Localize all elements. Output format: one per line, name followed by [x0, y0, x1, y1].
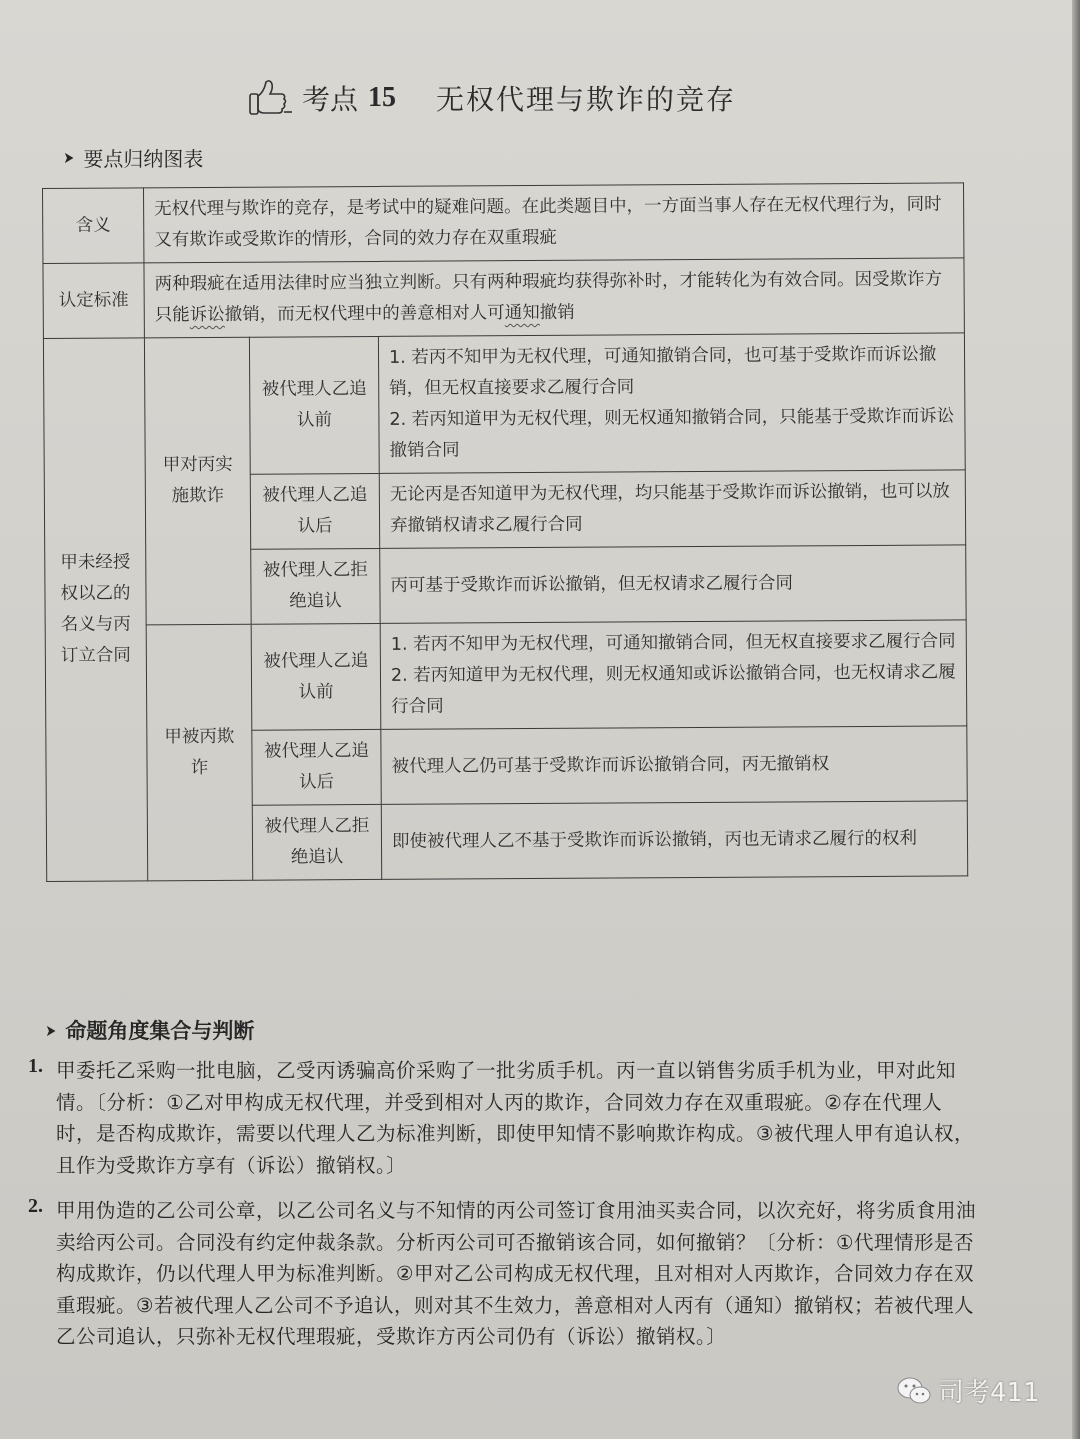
stage-content: 被代理人乙仍可基于受欺诈而诉讼撤销合同，丙无撤销权 [381, 726, 967, 805]
emphasis-text: 通知 [504, 302, 540, 324]
stage-content: 即使被代理人乙不基于受欺诈而诉讼撤销，丙也无请求乙履行的权利 [381, 801, 967, 880]
content-line: 2. 若丙知道甲为无权代理，则无权通知或诉讼撤销合同，也无权请求乙履行合同 [390, 662, 956, 717]
row-label: 含义 [43, 188, 144, 264]
text-span: 撤销，而无权代理中的善意相对人可 [224, 303, 505, 325]
group-label: 甲被丙欺诈 [146, 624, 253, 881]
content-line: 1. 若丙不知甲为无权代理，可通知撤销合同，也可基于受欺诈而诉讼撤销，但无权直接要求乙履行合同 [388, 344, 937, 399]
text-span: 撤销 [539, 302, 575, 323]
summary-table [42, 182, 968, 882]
section-heading-summary [62, 143, 203, 172]
title-prefix: 考点 [302, 83, 359, 116]
question-list [28, 1055, 978, 1367]
table-row-standard [43, 258, 964, 339]
section-label: 要点归纳图表 [83, 147, 204, 171]
stage-label: 被代理人乙追认前 [249, 336, 379, 474]
table-row [45, 620, 967, 732]
section-label: 命题角度集合与判断 [65, 1019, 255, 1043]
title-number: 15 [368, 82, 397, 113]
stage-label: 被代理人乙拒绝追认 [252, 804, 381, 880]
section-heading-questions [44, 1015, 254, 1045]
text-span: 两种瑕疵在适用法律时应当独立判断。只有两种瑕疵均获得弥补时，才能转化为有效合同。因受欺诈方只能 [154, 269, 943, 326]
item-number: 1. [28, 1055, 43, 1077]
stage-label: 被代理人乙追认后 [252, 729, 381, 805]
row-content: 无权代理与欺诈的竞存，是考试中的疑难问题。在此类题目中，一方面当事人存在无权代理行为，同时又有欺诈或受欺诈的情形，合同的效力存在双重瑕疵 [144, 183, 964, 263]
item-text: 甲委托乙采购一批电脑，乙受丙诱骗高价采购了一批劣质手机。丙一直以销售劣质手机为业，甲对此知情。〔分析：①乙对甲构成无权代理，并受到相对人丙的欺诈，合同效力存在双重瑕疵。②存在代理人时，是否构成欺诈，需要以代理人乙为标准判断，即使甲知情不影响欺诈构成。③被代理人甲有追认权，且作为受欺诈方享有（诉讼）撤销权。〕 [56, 1059, 974, 1177]
triangle-arrow-icon: ➤ [45, 1020, 57, 1040]
page-title [248, 78, 736, 118]
title-text: 无权代理与欺诈的竞存 [436, 83, 737, 116]
item-text: 甲用伪造的乙公司公章，以乙公司名义与不知情的丙公司签订食用油买卖合同，以次充好，将劣质食用油卖给丙公司。合同没有约定仲裁条款。分析丙公司可否撤销该合同，如何撤销？〔分析：①代理情形是否构成欺诈，仍以代理人甲为标准判断。②甲对乙公司构成无权代理，且对相对人丙欺诈，合同效力存在双重瑕疵。③若被代理人乙公司不予追认，则对其不生效力，善意相对人丙有（通知）撤销权；若被代理人乙公司追认，只弥补无权代理瑕疵，受欺诈方丙公司仍有（诉讼）撤销权。〕 [56, 1199, 977, 1348]
content-line: 2. 若丙知道甲为无权代理，则无权通知撤销合同，只能基于受欺诈而诉讼撤销合同 [389, 406, 955, 461]
watermark-text: 司考411 [938, 1378, 1040, 1408]
page-edge [1072, 0, 1080, 1439]
emphasis-text: 诉讼 [189, 304, 225, 326]
table-row-meaning [43, 183, 964, 264]
content-line: 1. 若丙不知甲为无权代理，可通知撤销合同，但无权直接要求乙履行合同 [390, 631, 956, 655]
stage-label: 被代理人乙拒绝追认 [251, 548, 380, 624]
stage-label: 被代理人乙追认前 [251, 623, 381, 730]
list-item [28, 1055, 978, 1181]
triangle-arrow-icon: ➤ [63, 148, 75, 167]
stage-label: 被代理人乙追认后 [250, 473, 379, 549]
scenario-label: 甲未经授权以乙的名义与丙订立合同 [43, 338, 147, 882]
stage-content: 无论丙是否知道甲为无权代理，均只能基于受欺诈而诉讼撤销，也可以放弃撤销权请求乙履行合同 [379, 470, 965, 549]
table-row [43, 333, 965, 476]
watermark [896, 1372, 1040, 1409]
wechat-icon [896, 1376, 932, 1406]
item-number: 2. [28, 1195, 43, 1217]
row-label: 认定标准 [43, 263, 144, 339]
list-item [28, 1195, 978, 1353]
stage-content: 丙可基于受欺诈而诉讼撤销，但无权请求乙履行合同 [380, 545, 966, 624]
group-label: 甲对丙实施欺诈 [144, 337, 251, 625]
stage-content [380, 620, 967, 730]
stage-content [378, 333, 965, 474]
thumbs-up-icon [248, 78, 292, 118]
row-content [144, 258, 964, 338]
